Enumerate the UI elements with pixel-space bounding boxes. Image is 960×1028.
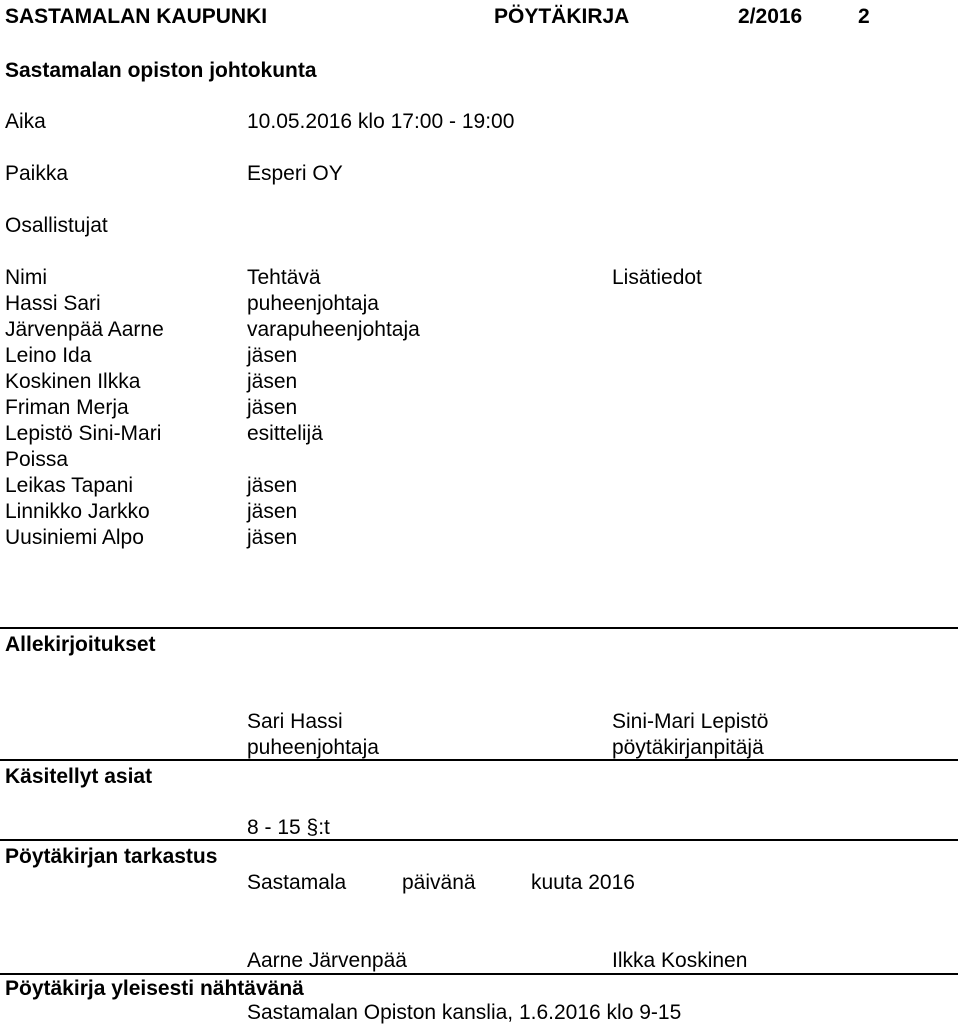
page-number: 2 [858, 5, 870, 28]
participant-role: jäsen [247, 370, 298, 393]
absent-role: jäsen [247, 526, 298, 549]
body-title: Sastamalan opiston johtokunta [5, 59, 317, 82]
absent-heading: Poissa [5, 448, 69, 471]
column-header-info: Lisätiedot [612, 266, 702, 289]
participant-role: esittelijä [247, 422, 323, 445]
review-month-label: kuuta 2016 [531, 871, 635, 894]
reviewer-name: Ilkka Koskinen [612, 949, 748, 972]
place-label: Paikka [5, 162, 69, 185]
participant-name: Järvenpää Aarne [5, 318, 164, 341]
participant-name: Hassi Sari [5, 292, 101, 315]
public-heading: Pöytäkirja yleisesti nähtävänä [5, 977, 304, 1000]
participant-name: Friman Merja [5, 396, 129, 419]
column-header-name: Nimi [5, 266, 47, 289]
participant-role: jäsen [247, 396, 298, 419]
signer-role: puheenjohtaja [247, 736, 379, 759]
column-header-role: Tehtävä [247, 266, 321, 289]
absent-name: Leikas Tapani [5, 474, 134, 497]
section-divider [0, 973, 958, 975]
review-day-label: päivänä [402, 871, 476, 894]
participant-name: Leino Ida [5, 344, 92, 367]
participant-role: puheenjohtaja [247, 292, 379, 315]
time-label: Aika [5, 110, 46, 133]
place-value: Esperi OY [247, 162, 343, 185]
time-value: 10.05.2016 klo 17:00 - 19:00 [247, 110, 515, 133]
participants-heading: Osallistujat [5, 214, 108, 237]
participant-name: Lepistö Sini-Mari [5, 422, 162, 445]
signatures-heading: Allekirjoitukset [5, 633, 156, 656]
review-place: Sastamala [247, 871, 347, 894]
absent-name: Uusiniemi Alpo [5, 526, 144, 549]
reviewer-name: Aarne Järvenpää [247, 949, 407, 972]
handled-value: 8 - 15 §:t [247, 816, 330, 839]
absent-name: Linnikko Jarkko [5, 500, 150, 523]
public-value: Sastamalan Opiston kanslia, 1.6.2016 klo 9-15 [247, 1001, 682, 1024]
signer-name: Sini-Mari Lepistö [612, 710, 769, 733]
review-heading: Pöytäkirjan tarkastus [5, 845, 218, 868]
section-divider [0, 759, 958, 761]
section-divider [0, 627, 958, 629]
absent-role: jäsen [247, 474, 298, 497]
doc-type: PÖYTÄKIRJA [494, 5, 630, 28]
doc-number: 2/2016 [738, 5, 803, 28]
participant-role: jäsen [247, 344, 298, 367]
participant-role: varapuheenjohtaja [247, 318, 420, 341]
participant-name: Koskinen Ilkka [5, 370, 141, 393]
org-name: SASTAMALAN KAUPUNKI [5, 5, 268, 28]
section-divider [0, 839, 958, 841]
handled-heading: Käsitellyt asiat [5, 765, 153, 788]
absent-role: jäsen [247, 500, 298, 523]
signer-role: pöytäkirjanpitäjä [612, 736, 764, 759]
signer-name: Sari Hassi [247, 710, 343, 733]
